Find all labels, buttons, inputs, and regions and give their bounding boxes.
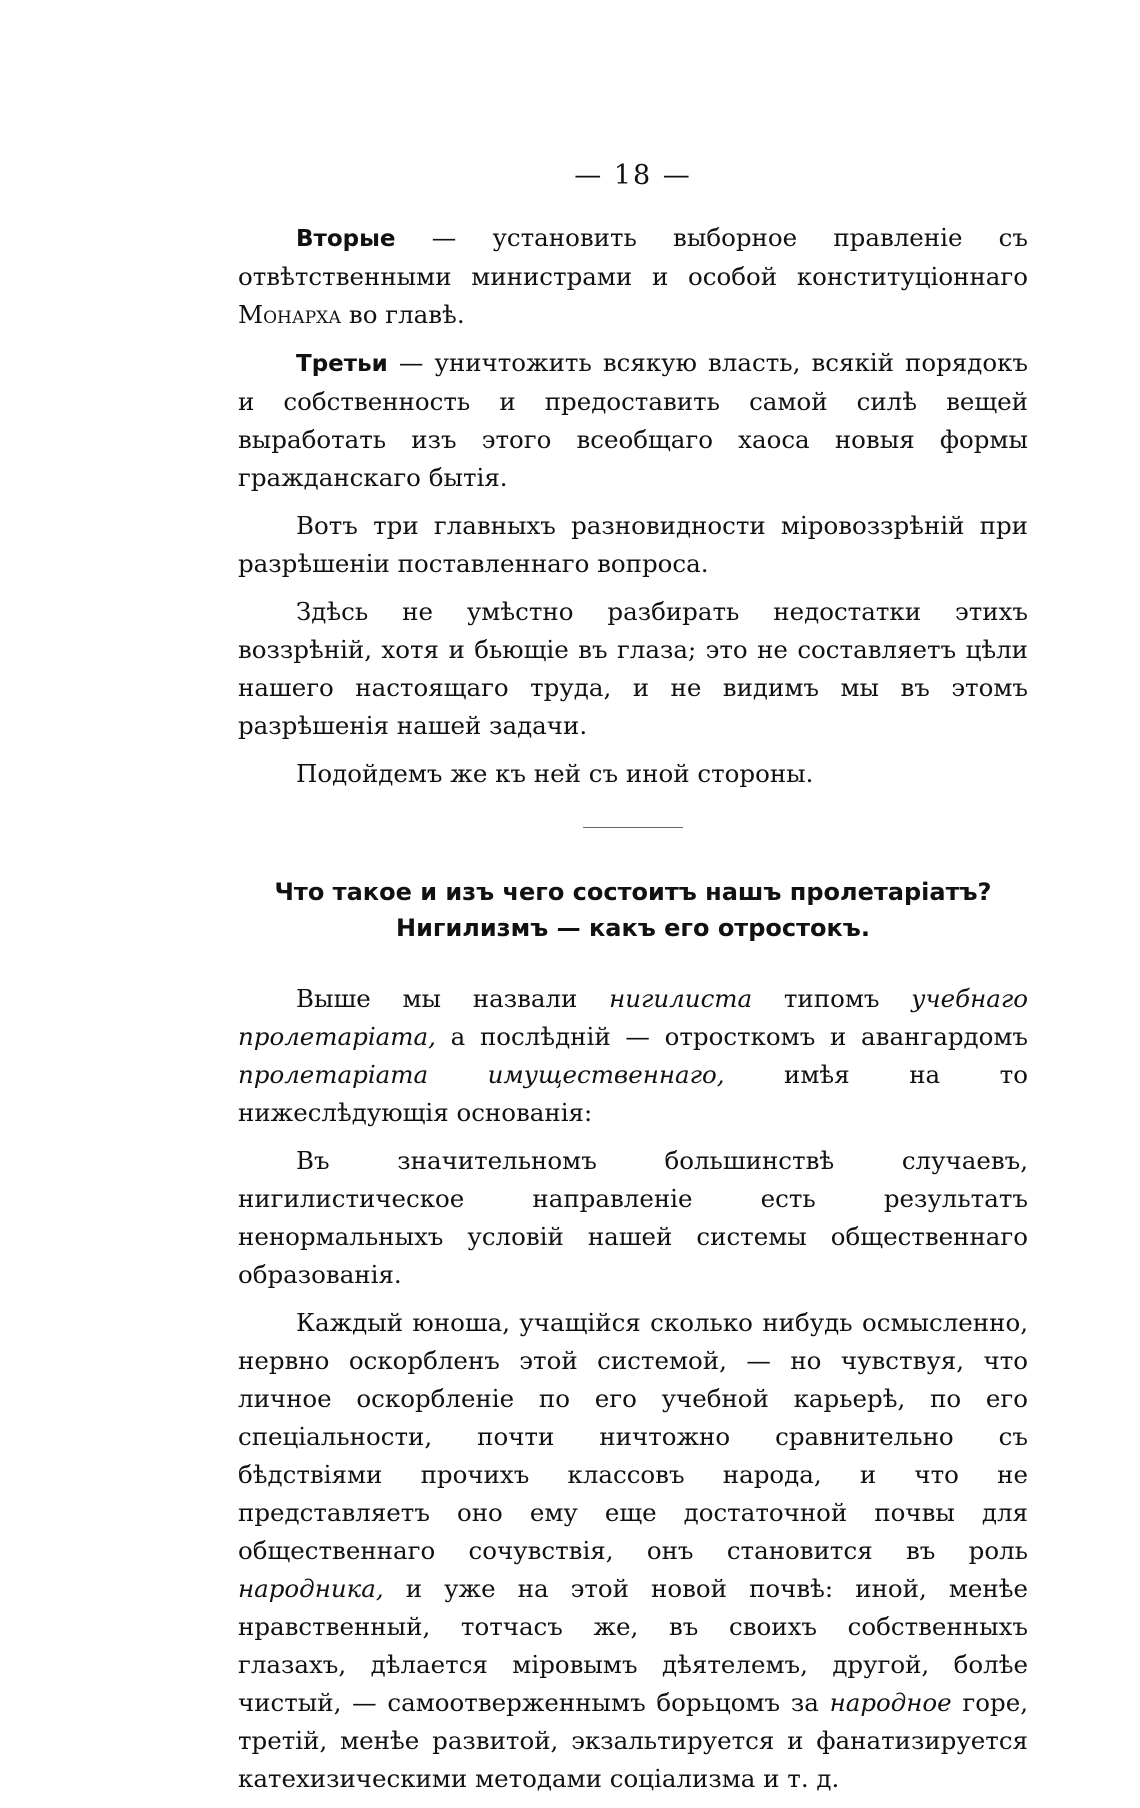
paragraph-text: во главѣ. [341, 300, 465, 329]
heading-line-1: Что такое и изъ чего состоитъ нашъ пролетаріатъ? [274, 878, 992, 906]
paragraph-third-option [238, 344, 1028, 497]
paragraph-other-side: Подойдемъ же къ ней съ иной стороны. [296, 759, 814, 788]
italic-term: народника, [238, 1574, 384, 1603]
paragraph-text: имѣя на то нижеслѣдующія основанія: [238, 1060, 1028, 1127]
lead-word-second: Вторые [296, 226, 396, 252]
italic-term: нигилиста [609, 984, 753, 1013]
italic-term: учебнаго пролетаріата, [238, 984, 1028, 1051]
paragraph-nihilist [238, 980, 1028, 1132]
page-number: — 18 — [574, 160, 692, 191]
paragraph-text: и уже на этой новой почвѣ: иной, менѣе нравственный, тотчасъ же, въ своихъ собственныхъ глазахъ, дѣлается міровымъ дѣятелемъ, другой, болѣе чистый, — самоотверженнымъ борьцомъ за [238, 1574, 1028, 1717]
paragraph-education-system: Въ значительномъ большинствѣ случаевъ, нигилистическое направленіе есть результатъ ненормальныхъ условій нашей системы общественнаго образованія. [238, 1146, 1028, 1289]
paragraph-text: Выше мы назвали [296, 984, 610, 1013]
paragraph-text: а послѣдній — отросткомъ и авангардомъ [435, 1022, 1028, 1051]
paragraph-youth [238, 1304, 1028, 1798]
section-heading [238, 874, 1028, 946]
monarch-word: Монарха [238, 300, 342, 329]
book-page [238, 160, 1028, 1808]
paragraph-text: горе, третій, менѣе развитой, экзальтируется и фанатизируется катехизическими методами соціализма и т. д. [238, 1688, 1028, 1793]
paragraph-text: типомъ [752, 984, 912, 1013]
lead-word-third: Третьи [296, 351, 388, 377]
paragraph-text: — установить выборное правленіе съ отвѣтственными министрами и особой конституціоннаго [238, 223, 1028, 291]
paragraph-text: Каждый юноша, учащійся сколько нибудь осмысленно, нервно оскорбленъ этой системой, — но чувствуя, что личное оскорбленіе по его учебной карьерѣ, по его спеціальности, почти ничтожно сравнительно съ бѣдствіями прочихъ классовъ народа, и что не представляетъ оно ему еще достаточной почвы для общественнаго сочувствія, онъ становится въ роль [238, 1308, 1028, 1565]
heading-line-2: Нигилизмъ — какъ его отростокъ. [396, 914, 870, 942]
italic-term: пролетаріата имущественнаго, [238, 1060, 725, 1089]
section-divider [583, 827, 683, 828]
paragraph-shortcomings: Здѣсь не умѣстно разбирать недостатки этихъ воззрѣній, хотя и бьющіе въ глаза; это не составляетъ цѣли нашего настоящаго труда, и не видимъ мы въ этомъ разрѣшенія нашей задачи. [238, 597, 1028, 740]
paragraph-three-views: Вотъ три главныхъ разновидности міровоззрѣній при разрѣшеніи поставленнаго вопроса. [238, 511, 1028, 578]
italic-term: народное [829, 1688, 952, 1717]
paragraph-text: — уничтожить всякую власть, всякій порядокъ и собственность и предоставить самой силѣ вещей выработать изъ этого всеобщаго хаоса новыя формы гражданскаго бытія. [238, 348, 1028, 492]
paragraph-second-option [238, 219, 1028, 334]
